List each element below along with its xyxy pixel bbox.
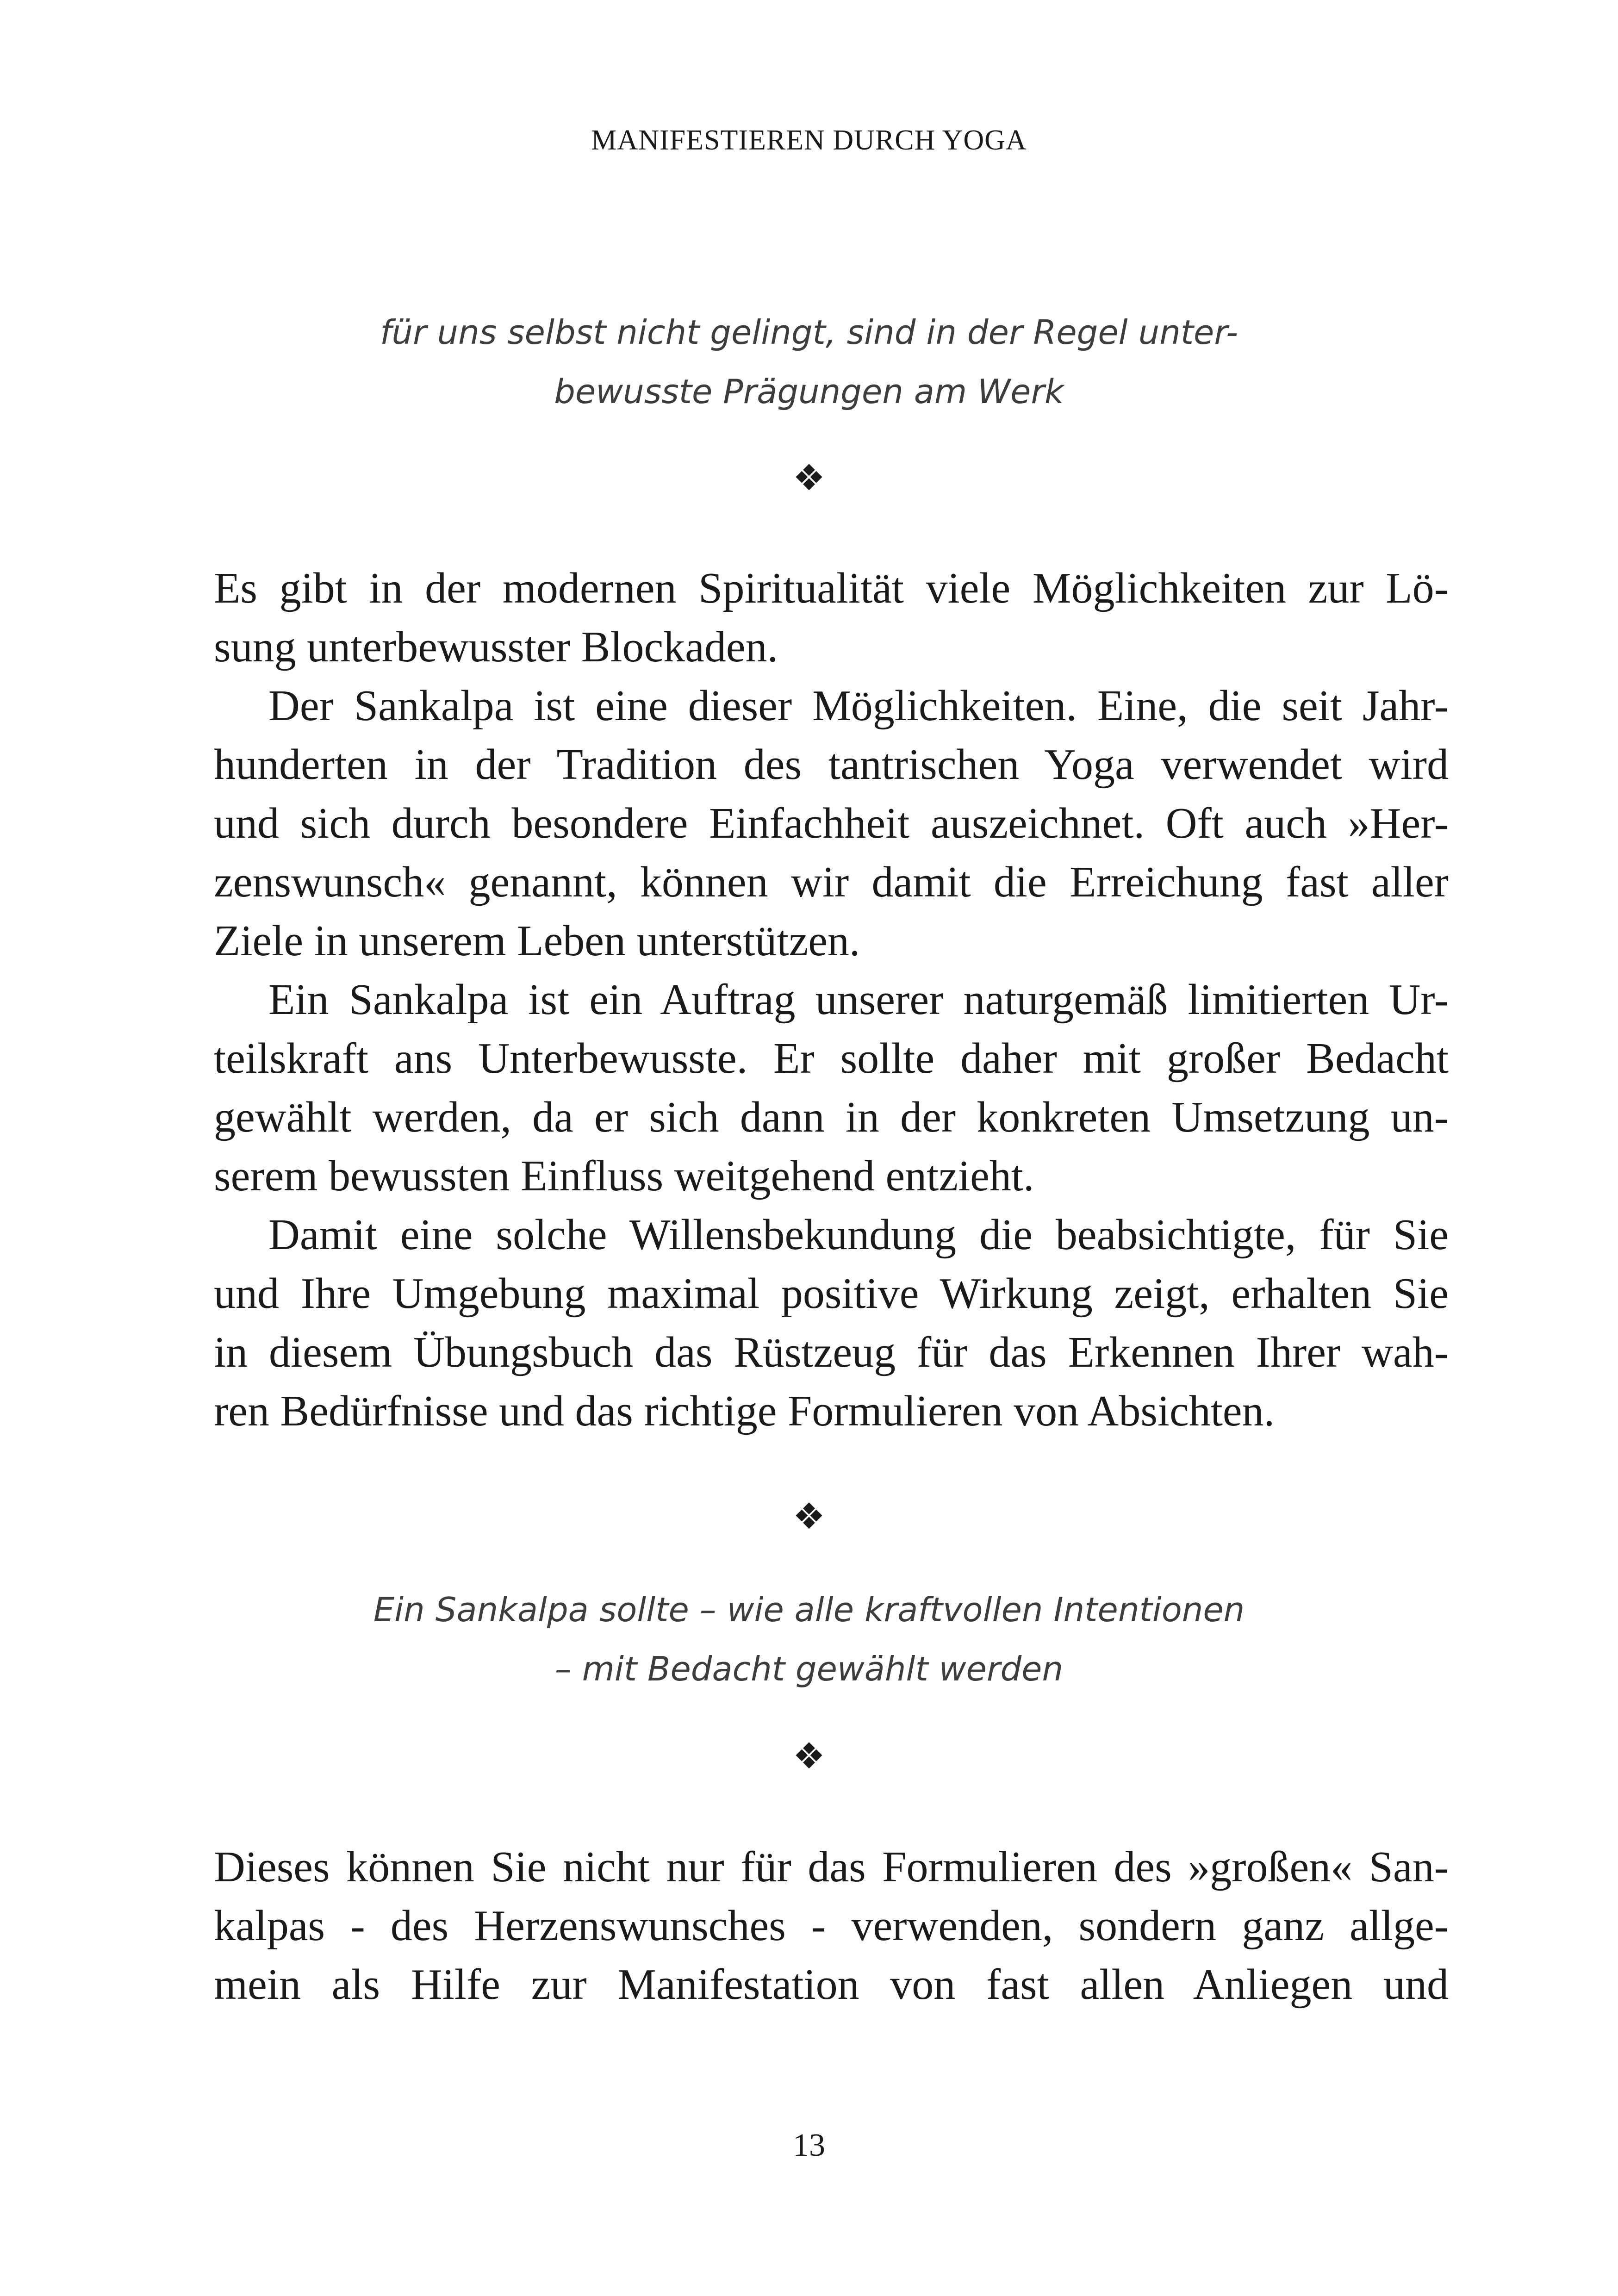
running-header: MANIFESTIEREN DURCH YOGA xyxy=(591,124,1027,156)
pull-quote xyxy=(0,303,1618,421)
text-line: zenswunsch« genannt, können wir damit die Erreichung fast aller xyxy=(214,858,1449,906)
ornament-divider-icon: ❖ xyxy=(793,1736,825,1777)
text-line: ren Bedürfnisse und das richtige Formulieren von Absichten. xyxy=(214,1387,1275,1435)
text-line: Ein Sankalpa ist ein Auftrag unserer naturgemäß limitierten Ur- xyxy=(268,976,1449,1024)
ornament-divider-icon: ❖ xyxy=(793,457,825,499)
page-number: 13 xyxy=(793,2128,825,2163)
text-line: hunderten in der Tradition des tantrischen Yoga verwendet wird xyxy=(214,740,1449,789)
text-line: Damit eine solche Willensbekundung die beabsichtigte, für Sie xyxy=(268,1211,1449,1259)
text-line: sung unterbewusster Blockaden. xyxy=(214,623,778,671)
text-line: und sich durch besondere Einfachheit auszeichnet. Oft auch »Her- xyxy=(214,799,1449,847)
ornament-divider-icon: ❖ xyxy=(793,1496,825,1537)
text-line: Dieses können Sie nicht nur für das Formulieren des »großen« San- xyxy=(214,1843,1449,1891)
text-line: serem bewussten Einfluss weitgehend entzieht. xyxy=(214,1152,1034,1200)
body-text xyxy=(214,559,1449,1441)
text-line: gewählt werden, da er sich dann in der konkreten Umsetzung un- xyxy=(214,1093,1449,1141)
text-line: und Ihre Umgebung maximal positive Wirkung zeigt, erhalten Sie xyxy=(214,1269,1449,1318)
text-line: Es gibt in der modernen Spiritualität viele Möglichkeiten zur Lö- xyxy=(214,564,1449,612)
text-line: kalpas - des Herzenswunsches - verwenden, sondern ganz allge- xyxy=(214,1902,1449,1950)
text-line: teilskraft ans Unterbewusste. Er sollte daher mit großer Bedacht xyxy=(214,1034,1449,1083)
text-line: Ziele in unserem Leben unterstützen. xyxy=(214,917,860,965)
text-line: in diesem Übungsbuch das Rüstzeug für das Erkennen Ihrer wah- xyxy=(214,1328,1449,1376)
body-text xyxy=(214,1838,1449,2014)
pull-quote-line: Ein Sankalpa sollte – wie alle kraftvollen Intentionen xyxy=(373,1590,1245,1629)
text-line: Der Sankalpa ist eine dieser Möglichkeiten. Eine, die seit Jahr- xyxy=(268,682,1449,730)
pull-quote-line: – mit Bedacht gewählt werden xyxy=(554,1649,1064,1688)
text-line: mein als Hilfe zur Manifestation von fast allen Anliegen und xyxy=(214,1960,1449,2009)
pull-quote-line: bewusste Prägungen am Werk xyxy=(554,372,1064,411)
pull-quote xyxy=(0,1580,1618,1699)
pull-quote-line: für uns selbst nicht gelingt, sind in der Regel unter- xyxy=(380,313,1238,352)
